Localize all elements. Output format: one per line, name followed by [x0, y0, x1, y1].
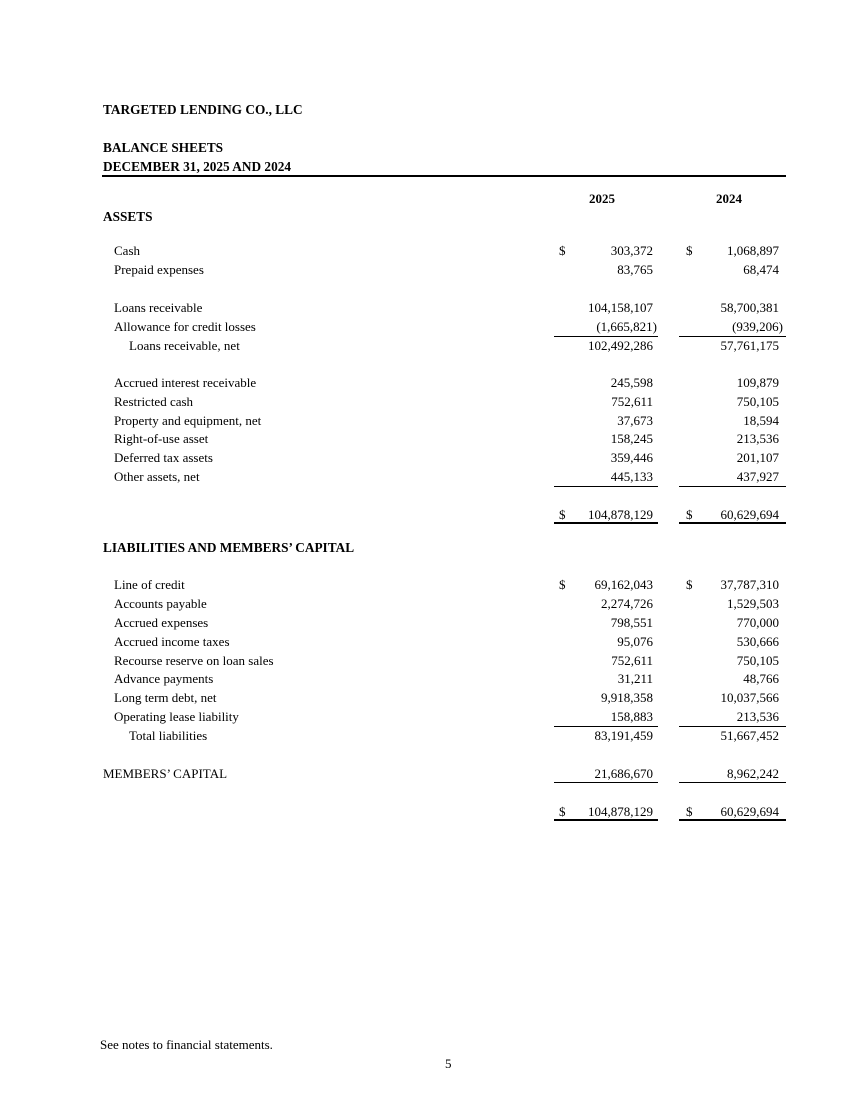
- value-2024: 57,761,175: [720, 338, 779, 353]
- subtotal-rule: [679, 782, 786, 783]
- row-label: Right-of-use asset: [114, 431, 209, 446]
- row-label: Long term debt, net: [114, 690, 217, 705]
- value-2025: 752,611: [611, 394, 653, 409]
- company-name: TARGETED LENDING CO., LLC: [103, 102, 303, 117]
- row-label: Cash: [114, 243, 140, 258]
- header-rule: [102, 175, 786, 177]
- row-label: Loans receivable: [114, 300, 203, 315]
- statement-date: DECEMBER 31, 2025 AND 2024: [103, 159, 292, 174]
- subtotal-rule: [554, 486, 658, 487]
- total-assets-2025: 104,878,129: [588, 507, 653, 522]
- value-2024: 750,105: [736, 394, 779, 409]
- value-2025: 445,133: [610, 469, 653, 484]
- row-label: Total liabilities: [129, 728, 208, 743]
- value-2024: 1,068,897: [727, 243, 779, 258]
- value-2025: 83,191,459: [594, 728, 653, 743]
- value-2025: 21,686,670: [594, 766, 653, 781]
- row-label: Line of credit: [114, 577, 185, 592]
- value-2025: 37,673: [617, 413, 653, 428]
- dollar-sign: $: [559, 507, 566, 522]
- value-2025: 69,162,043: [594, 577, 653, 592]
- total-double-rule: [679, 522, 786, 524]
- value-2025: (1,665,821): [596, 319, 657, 334]
- row-label: Loans receivable, net: [129, 338, 240, 353]
- value-2025: 83,765: [617, 262, 653, 277]
- value-2025: 752,611: [611, 653, 653, 668]
- row-label: Allowance for credit losses: [114, 319, 256, 334]
- value-2025: 95,076: [617, 634, 653, 649]
- row-label: MEMBERS’ CAPITAL: [103, 766, 228, 781]
- row-label: Advance payments: [114, 671, 214, 686]
- value-2024: 770,000: [736, 615, 779, 630]
- value-2024: 750,105: [736, 653, 779, 668]
- value-2024: 8,962,242: [727, 766, 779, 781]
- row-label: Deferred tax assets: [114, 450, 213, 465]
- value-2025: 798,551: [610, 615, 653, 630]
- value-2024: 18,594: [743, 413, 779, 428]
- value-2025: 359,446: [610, 450, 653, 465]
- column-header-2025: 2025: [589, 191, 615, 206]
- row-label: Prepaid expenses: [114, 262, 204, 277]
- row-label: Restricted cash: [114, 394, 194, 409]
- row-label: Accrued expenses: [114, 615, 209, 630]
- value-2025: 2,274,726: [601, 596, 653, 611]
- total-double-rule: [679, 819, 786, 821]
- subtotal-rule: [554, 782, 658, 783]
- value-2025: 31,211: [617, 671, 653, 686]
- row-label: Accounts payable: [114, 596, 207, 611]
- row-label: Other assets, net: [114, 469, 200, 484]
- page-number: 5: [445, 1056, 452, 1071]
- row-label: Property and equipment, net: [114, 413, 262, 428]
- value-2024: 213,536: [736, 709, 779, 724]
- dollar-sign: $: [686, 577, 693, 592]
- dollar-sign: $: [686, 243, 693, 258]
- value-2024: 51,667,452: [720, 728, 779, 743]
- dollar-sign: $: [559, 577, 566, 592]
- subtotal-rule: [554, 726, 658, 727]
- value-2024: 201,107: [736, 450, 779, 465]
- row-label: Recourse reserve on loan sales: [114, 653, 274, 668]
- value-2025: 303,372: [610, 243, 653, 258]
- total-assets-2024: 60,629,694: [720, 507, 779, 522]
- dollar-sign: $: [559, 804, 566, 819]
- value-2025: 158,245: [610, 431, 653, 446]
- dollar-sign: $: [559, 243, 566, 258]
- value-2025: 102,492,286: [588, 338, 653, 353]
- value-2024: 109,879: [736, 375, 779, 390]
- dollar-sign: $: [686, 507, 693, 522]
- row-label: Accrued interest receivable: [114, 375, 257, 390]
- grand-total-2025: 104,878,129: [588, 804, 653, 819]
- value-2024: 530,666: [736, 634, 779, 649]
- value-2024: 213,536: [736, 431, 779, 446]
- footnote: See notes to financial statements.: [100, 1037, 273, 1052]
- value-2025: 104,158,107: [588, 300, 653, 315]
- value-2024: 48,766: [743, 671, 779, 686]
- value-2024: 58,700,381: [720, 300, 779, 315]
- subtotal-rule: [679, 336, 786, 337]
- value-2024: 10,037,566: [720, 690, 779, 705]
- value-2024: 1,529,503: [727, 596, 779, 611]
- row-label: Operating lease liability: [114, 709, 239, 724]
- total-double-rule: [554, 819, 658, 821]
- value-2025: 9,918,358: [601, 690, 653, 705]
- value-2025: 158,883: [610, 709, 653, 724]
- subtotal-rule: [554, 336, 658, 337]
- total-double-rule: [554, 522, 658, 524]
- value-2024: 37,787,310: [720, 577, 779, 592]
- value-2024: 68,474: [743, 262, 779, 277]
- value-2025: 245,598: [610, 375, 653, 390]
- dollar-sign: $: [686, 804, 693, 819]
- assets-heading: ASSETS: [103, 209, 153, 224]
- value-2024: (939,206): [732, 319, 783, 334]
- liabilities-heading: LIABILITIES AND MEMBERS’ CAPITAL: [103, 540, 355, 555]
- subtotal-rule: [679, 726, 786, 727]
- grand-total-2024: 60,629,694: [720, 804, 779, 819]
- subtotal-rule: [679, 486, 786, 487]
- value-2024: 437,927: [736, 469, 779, 484]
- column-header-2024: 2024: [716, 191, 742, 206]
- row-label: Accrued income taxes: [114, 634, 230, 649]
- statement-title: BALANCE SHEETS: [103, 140, 224, 155]
